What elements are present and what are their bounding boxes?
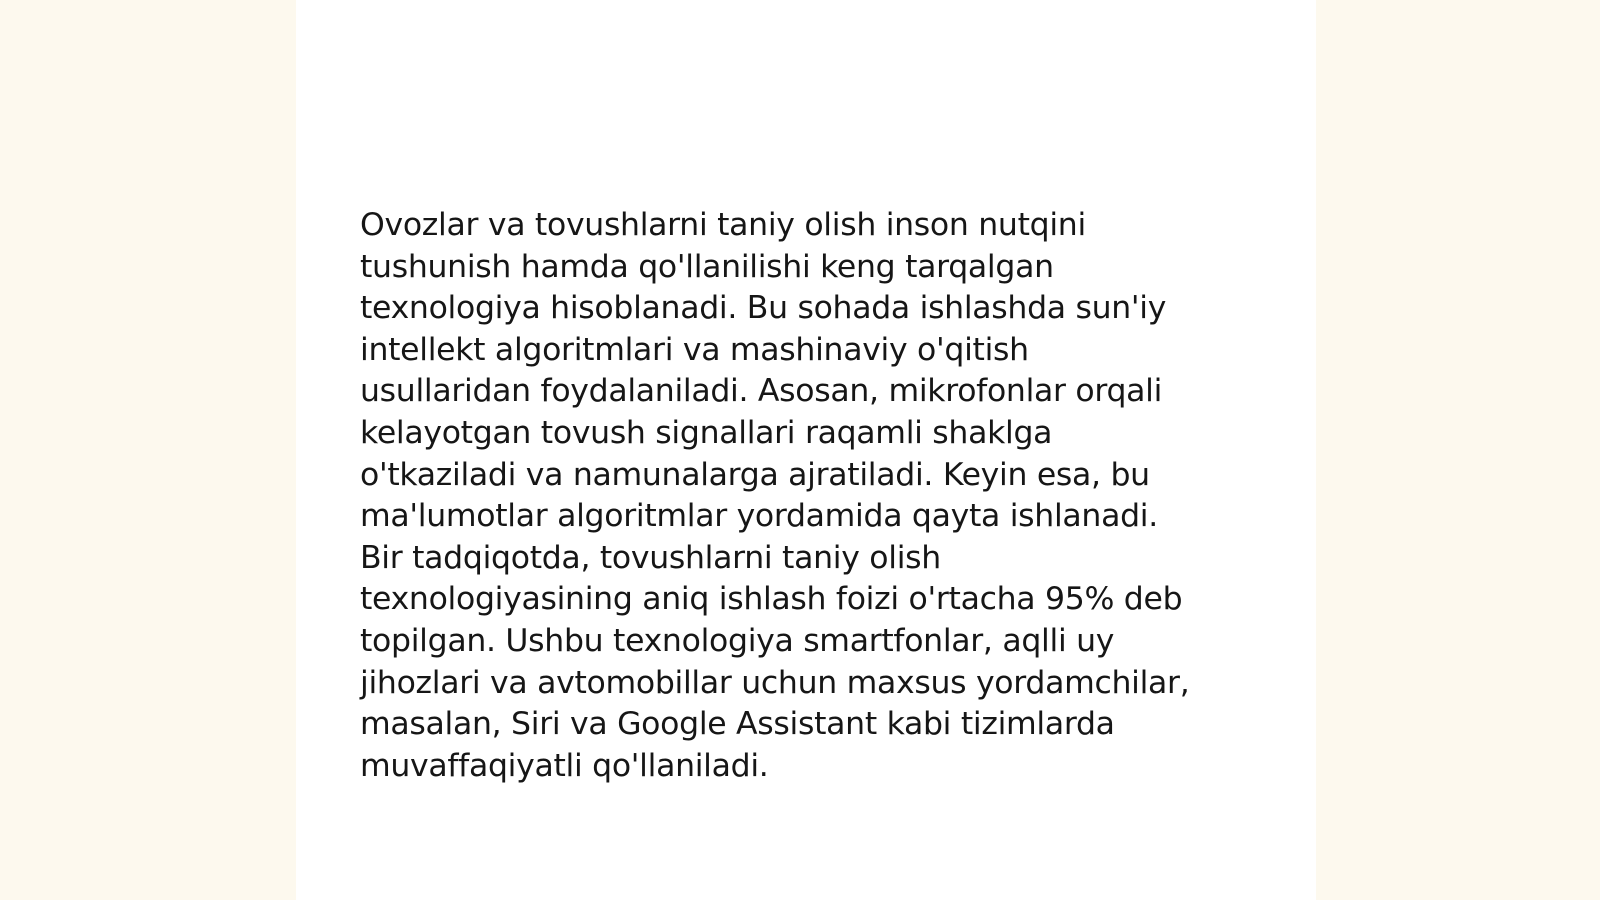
paragraph-line: kelayotgan tovush signallari raqamli shaklga	[360, 414, 1053, 451]
document-page	[296, 0, 1316, 900]
paragraph-line: Ovozlar va tovushlarni taniy olish inson nutqini	[360, 207, 1086, 243]
paragraph-line: topilgan. Ushbu texnologiya smartfonlar, aqlli uy	[360, 622, 1115, 659]
paragraph-line: jihozlari va avtomobillar uchun maxsus yordamchilar,	[360, 664, 1190, 701]
paragraph-line: muvaffaqiyatli qo'llaniladi.	[360, 747, 769, 784]
paragraph-line: tushunish hamda qo'llanilishi keng tarqalgan	[360, 248, 1054, 285]
paragraph-line: o'tkaziladi va namunalarga ajratiladi. Keyin esa, bu	[360, 456, 1150, 493]
paragraph-line: texnologiyasining aniq ishlash foizi o'rtacha 95% deb	[360, 581, 1183, 618]
paragraph-line: texnologiya hisoblanadi. Bu sohada ishlashda sun'iy	[360, 290, 1167, 327]
paragraph-line: Bir tadqiqotda, tovushlarni taniy olish	[360, 539, 941, 576]
paragraph-line: ma'lumotlar algoritmlar yordamida qayta ishlanadi.	[360, 498, 1158, 535]
paragraph-line: masalan, Siri va Google Assistant kabi tizimlarda	[360, 706, 1115, 743]
paragraph-line: intellekt algoritmlari va mashinaviy o'qitish	[360, 331, 1029, 368]
body-paragraph	[360, 205, 1260, 787]
paragraph-line: usullaridan foydalaniladi. Asosan, mikrofonlar orqali	[360, 373, 1163, 410]
